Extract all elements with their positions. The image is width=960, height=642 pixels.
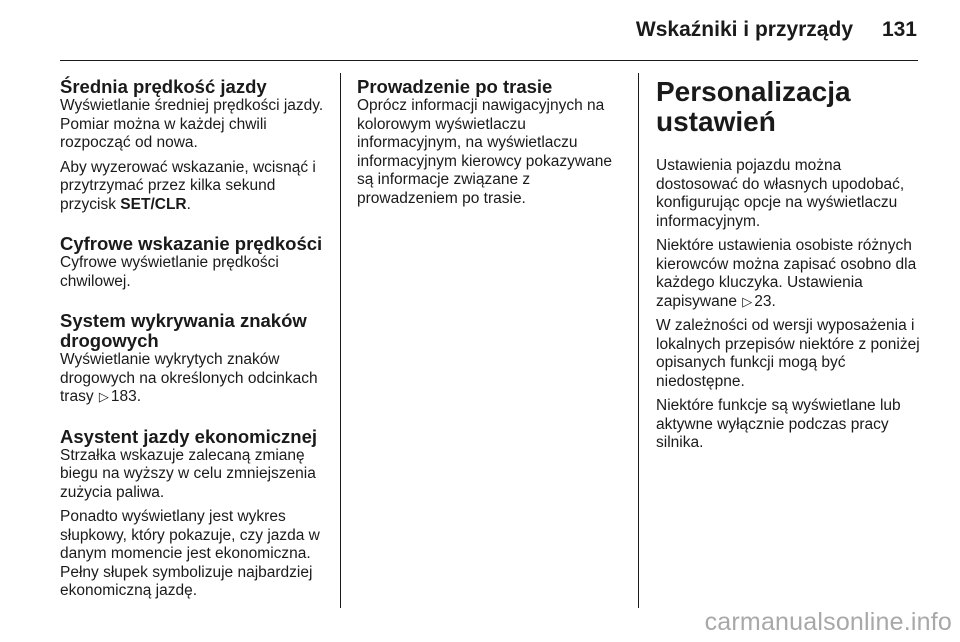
paragraph-digital-speed: Cyfrowe wyświetlanie prędkości chwilowej.	[60, 254, 279, 290]
heading-traffic-sign: System wykrywania znaków drogowych	[60, 310, 307, 351]
paragraph-average-speed-2	[60, 159, 328, 215]
column-1	[60, 77, 328, 607]
key-set-clr: SET/CLR	[120, 195, 187, 213]
paragraph-route-guidance: Oprócz informacji nawigacyjnych na kolorowym wyświetlaczu informacyjnym, na wyświetlaczu informacyjnym kierowcy pokazywane są informacje związane z prowadzeniem po trasie.	[357, 97, 612, 207]
page-reference-23: 23.	[754, 292, 776, 310]
column-3	[656, 77, 924, 459]
text-key-settings: Niektóre ustawienia osobiste różnych kierowców można zapisać osobno dla każdego kluczyka. Ustawienia zapisywane	[656, 237, 917, 310]
paragraph-personalization-2	[656, 237, 924, 311]
running-header-title: Wskaźniki i przyrządy	[635, 18, 853, 41]
column-divider-2	[638, 73, 639, 608]
heading-route-guidance: Prowadzenie po trasie	[357, 76, 553, 97]
paragraph-eco-assistant-2: Ponadto wyświetlany jest wykres słupkowy, który pokazuje, czy jazda w danym momencie jest ekonomiczna. Pełny słupek symbolizuje najbardziej ekonomiczną jazdę.	[60, 508, 320, 599]
paragraph-personalization-3: W zależności od wersji wyposażenia i lokalnych przepisów niektóre z poniżej opisanych funkcji mogą być niedostępne.	[656, 317, 920, 390]
text-traffic-sign: Wyświetlanie wykrytych znaków drogowych na określonych odcinkach trasy	[60, 351, 318, 405]
paragraph-personalization-1: Ustawienia pojazdu można dostosować do własnych upodobać, konfigurując opcje na wyświetlaczu informacyjnym.	[656, 157, 905, 230]
watermark: carmanualsonline.info	[704, 608, 952, 636]
reference-arrow-icon: ▷	[742, 293, 753, 309]
heading-digital-speed: Cyfrowe wskazanie prędkości	[60, 233, 323, 254]
column-2	[357, 77, 627, 214]
column-divider-1	[340, 73, 341, 608]
paragraph-traffic-sign	[60, 351, 328, 407]
header-rule	[60, 60, 918, 61]
page-number: 131	[881, 18, 917, 41]
heading-average-speed: Średnia prędkość jazdy	[60, 76, 267, 97]
paragraph-eco-assistant-1: Strzałka wskazuje zalecaną zmianę biegu na wyższy w celu zmniejszenia zużycia paliwa.	[60, 446, 316, 501]
paragraph-personalization-4: Niektóre funkcje są wyświetlane lub aktywne wyłącznie podczas pracy silnika.	[656, 397, 901, 451]
paragraph-average-speed-1: Wyświetlanie średniej prędkości jazdy. Pomiar można w każdej chwili rozpocząć od nowa.	[60, 97, 324, 151]
text-period: .	[186, 195, 191, 213]
reference-arrow-icon: ▷	[98, 389, 109, 404]
text-reset-instruction: Aby wyzerować wskazanie, wcisnąć i przytrzymać przez kilka sekund przycisk	[60, 158, 316, 213]
heading-personalization: Personalizacja ustawień	[656, 76, 851, 137]
heading-eco-assistant: Asystent jazdy ekonomicznej	[60, 425, 318, 447]
page-reference-183: 183.	[110, 388, 142, 405]
